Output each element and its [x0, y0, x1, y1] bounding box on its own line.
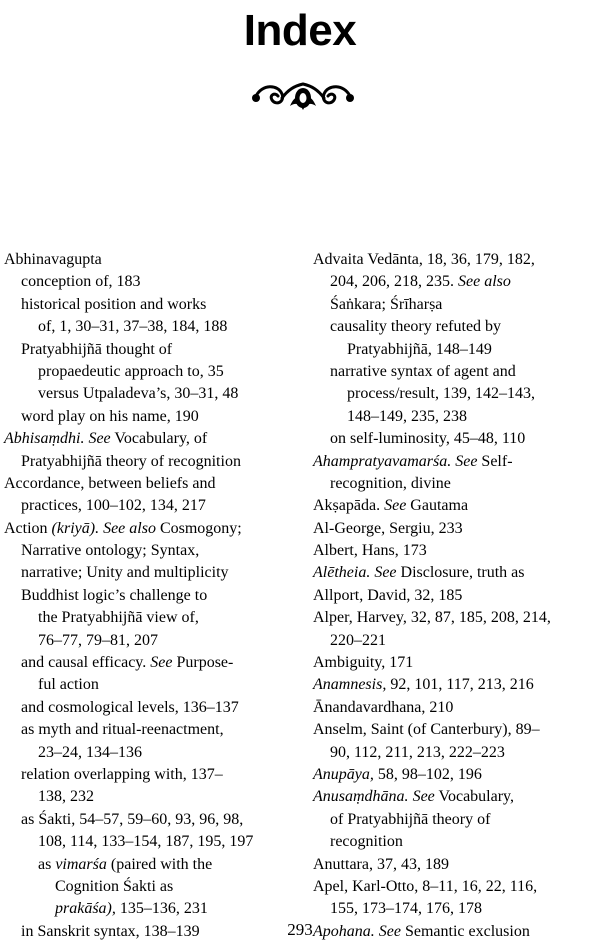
page-title: Index — [243, 6, 357, 55]
index-text: in Sanskrit syntax, 138–139 — [21, 922, 200, 940]
index-text: See — [150, 654, 173, 672]
index-text: as — [38, 855, 56, 873]
index-line — [313, 294, 600, 316]
index-text: propaedeutic approach to, 35 — [38, 362, 224, 380]
index-line — [4, 473, 294, 495]
index-text: (kriyā). — [51, 519, 100, 537]
index-text: (paired with the — [106, 855, 213, 873]
index-text: See — [378, 922, 401, 940]
scroll-flourish-icon — [248, 74, 358, 114]
index-line — [313, 518, 600, 540]
index-line — [313, 383, 600, 405]
index-line — [313, 361, 600, 383]
index-line — [313, 652, 600, 674]
index-text: Action — [4, 519, 52, 537]
index-line — [4, 630, 294, 652]
index-text: Gautama — [406, 497, 469, 515]
index-text: See — [412, 788, 435, 806]
index-text: 138, 232 — [38, 788, 94, 806]
index-line — [313, 898, 600, 920]
index-text: Abhinavagupta — [4, 251, 102, 268]
index-text: 204, 206, 218, 235. — [330, 273, 458, 291]
index-line — [4, 809, 294, 831]
index-line — [4, 271, 294, 293]
index-text: See — [455, 452, 478, 470]
index-line — [4, 406, 294, 428]
index-text: Accordance, between beliefs and — [4, 474, 216, 492]
index-text: Pratyabhijñā thought of — [21, 340, 173, 358]
index-text: Apohana. — [313, 922, 375, 940]
index-text: Ānandavardhana, 210 — [313, 698, 454, 716]
index-line — [4, 674, 294, 696]
index-text: practices, 100–102, 134, 217 — [21, 497, 206, 515]
index-text: Alper, Harvey, 32, 87, 185, 208, 214, — [313, 609, 551, 627]
index-line — [313, 674, 600, 696]
index-line — [4, 764, 294, 786]
index-line — [313, 630, 600, 652]
index-line — [4, 697, 294, 719]
page-number: 293 — [287, 920, 313, 939]
index-text: on self-luminosity, 45–48, 110 — [330, 430, 526, 448]
index-text: historical position and works — [21, 295, 207, 313]
index-line — [313, 451, 600, 473]
index-text: as myth and ritual-reenactment, — [21, 721, 224, 739]
index-line — [313, 854, 600, 876]
index-line — [313, 271, 600, 293]
index-column-right — [313, 249, 600, 943]
index-text: narrative; Unity and multiplicity — [21, 564, 229, 582]
index-line — [313, 607, 600, 629]
index-line — [313, 697, 600, 719]
index-text: Pratyabhijñā theory of recognition — [21, 452, 241, 470]
index-line — [313, 562, 600, 584]
index-text: 23–24, 134–136 — [38, 743, 142, 761]
index-text: Anamnesis, — [313, 676, 387, 694]
index-line — [4, 540, 294, 562]
index-text: 135–136, 231 — [115, 900, 208, 918]
index-line — [313, 540, 600, 562]
index-text: and cosmological levels, 136–137 — [21, 698, 239, 716]
index-text: Ahampratyavamarśa. — [313, 452, 452, 470]
index-line — [4, 831, 294, 853]
index-line — [4, 607, 294, 629]
index-text: recognition — [330, 833, 403, 851]
index-text: See — [88, 430, 111, 448]
index-line — [4, 518, 294, 540]
index-line — [4, 876, 294, 898]
index-text: Semantic exclusion — [400, 922, 530, 940]
index-text: 76–77, 79–81, 207 — [38, 631, 158, 649]
index-text: 220–221 — [330, 631, 386, 649]
index-line — [313, 742, 600, 764]
index-text: the Pratyabhijñā view of, — [38, 609, 199, 627]
index-text: recognition, divine — [330, 474, 451, 492]
index-text: See also — [103, 519, 156, 537]
index-line — [4, 719, 294, 741]
index-line — [313, 406, 600, 428]
index-line — [4, 451, 294, 473]
index-text: Anselm, Saint (of Canterbury), 89– — [313, 721, 540, 739]
index-text: ful action — [38, 676, 99, 694]
index-text: narrative syntax of agent and — [330, 362, 516, 380]
index-text: and causal efficacy. — [21, 654, 151, 672]
index-line — [313, 809, 600, 831]
index-line — [4, 339, 294, 361]
index-text: as Śakti, 54–57, 59–60, 93, 96, 98, — [21, 810, 244, 828]
index-line — [4, 294, 294, 316]
index-text: Ambiguity, 171 — [313, 654, 414, 672]
index-text: Cognition Śakti as — [55, 877, 174, 895]
index-text: conception of, 183 — [21, 273, 141, 291]
index-line — [313, 316, 600, 338]
index-text: Abhisaṃdhi. — [4, 430, 85, 448]
index-text: of, 1, 30–31, 37–38, 184, 188 — [38, 318, 228, 336]
index-text: process/result, 139, 142–143, — [347, 385, 535, 403]
index-text: relation overlapping with, 137– — [21, 765, 223, 783]
index-line — [313, 876, 600, 898]
index-text: Pratyabhijñā, 148–149 — [347, 340, 492, 358]
index-line — [313, 764, 600, 786]
index-line — [4, 742, 294, 764]
index-text: See also — [458, 273, 511, 291]
index-text: 148–149, 235, 238 — [347, 407, 467, 425]
index-text: Akṣapāda. — [313, 497, 385, 515]
index-text: causality theory refuted by — [330, 318, 502, 336]
index-text: Śaṅkara; Śrīharṣa — [330, 295, 443, 313]
index-text: See — [374, 564, 397, 582]
index-text: Anuttara, 37, 43, 189 — [313, 855, 449, 873]
index-line — [4, 652, 294, 674]
index-text: Advaita Vedānta, 18, 36, 179, 182, — [313, 251, 535, 268]
index-line — [4, 361, 294, 383]
index-column-left — [4, 249, 294, 943]
index-text: of Pratyabhijñā theory of — [330, 810, 491, 828]
index-line — [4, 428, 294, 450]
index-text: word play on his name, 190 — [21, 407, 199, 425]
index-text: Allport, David, 32, 185 — [313, 586, 463, 604]
index-text: versus Utpaladeva’s, 30–31, 48 — [38, 385, 239, 403]
index-line — [313, 831, 600, 853]
index-text: Disclosure, truth as — [396, 564, 525, 582]
index-text: See — [384, 497, 407, 515]
index-line — [313, 719, 600, 741]
index-line — [313, 339, 600, 361]
index-text: Anupāya, — [313, 765, 374, 783]
index-text: 90, 112, 211, 213, 222–223 — [330, 743, 505, 761]
index-text: 108, 114, 133–154, 187, 195, 197 — [38, 833, 254, 851]
index-text: prakāśa), — [55, 900, 116, 918]
index-line — [313, 249, 600, 271]
index-line — [313, 428, 600, 450]
index-text: Alētheia. — [313, 564, 371, 582]
index-text: vimarśa — [55, 855, 107, 873]
index-text: Anusaṃdhāna. — [313, 788, 409, 806]
index-line — [313, 585, 600, 607]
index-line — [4, 898, 294, 920]
index-text: 58, 98–102, 196 — [373, 765, 482, 783]
index-line — [313, 786, 600, 808]
index-line — [4, 316, 294, 338]
index-line — [4, 249, 294, 271]
index-text: 155, 173–174, 176, 178 — [330, 900, 482, 918]
index-text: Narrative ontology; Syntax, — [21, 542, 200, 560]
index-text: Buddhist logic’s challenge to — [21, 586, 208, 604]
index-text: Apel, Karl-Otto, 8–11, 16, 22, 116, — [313, 877, 538, 895]
index-text: Purpose- — [172, 654, 234, 672]
index-text: Self- — [477, 452, 513, 470]
index-text: 92, 101, 117, 213, 216 — [386, 676, 534, 694]
index-line — [4, 562, 294, 584]
index-line — [4, 786, 294, 808]
index-text: Cosmogony; — [155, 519, 242, 537]
index-line — [4, 495, 294, 517]
index-line — [4, 383, 294, 405]
index-text: Albert, Hans, 173 — [313, 542, 427, 560]
index-line — [4, 854, 294, 876]
index-line — [4, 585, 294, 607]
index-text: Vocabulary, of — [110, 430, 208, 448]
index-text: Vocabulary, — [434, 788, 515, 806]
index-text: Al-George, Sergiu, 233 — [313, 519, 463, 537]
index-line — [313, 473, 600, 495]
index-line — [313, 495, 600, 517]
